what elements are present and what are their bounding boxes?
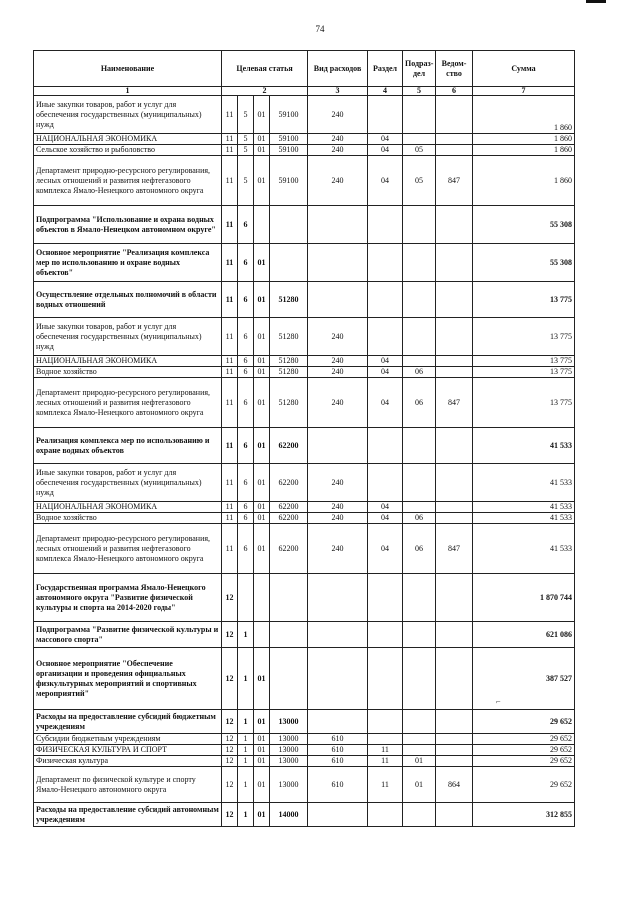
code-direction: 14000 [270,803,308,827]
section [368,574,403,622]
code-program: 11 [222,318,238,356]
subsection: 06 [403,367,436,378]
subsection: 01 [403,756,436,767]
row-name: Субсидии бюджетным учреждениям [34,734,222,745]
subsection [403,96,436,134]
section: 04 [368,502,403,513]
subsection [403,574,436,622]
budget-table [33,50,575,827]
page-number: 74 [315,24,325,34]
table-row [34,803,575,827]
department-code [436,206,473,244]
amount: 13 775 [473,318,575,356]
amount: 29 652 [473,745,575,756]
row-name: Расходы на предоставление субсидий автономным учреждениям [34,803,222,827]
section [368,648,403,710]
code-subprogram: 1 [238,734,254,745]
table-row [34,356,575,367]
table-body [34,96,575,827]
row-name: Водное хозяйство [34,367,222,378]
header-amount: Сумма [473,51,575,87]
code-subprogram: 6 [238,513,254,524]
table-row [34,745,575,756]
code-direction: 62200 [270,428,308,464]
subsection [403,428,436,464]
expense-type [308,803,368,827]
row-name: НАЦИОНАЛЬНАЯ ЭКОНОМИКА [34,356,222,367]
row-name: Подпрограмма "Развитие физической культуры и массового спорта" [34,622,222,648]
department-code: 847 [436,156,473,206]
amount: 1 860 [473,156,575,206]
table-row [34,622,575,648]
column-index: 5 [403,87,436,96]
code-direction [270,574,308,622]
code-program: 11 [222,145,238,156]
code-subprogram: 6 [238,367,254,378]
header-target-article: Целевая статья [222,51,308,87]
code-program: 11 [222,356,238,367]
code-subprogram: 1 [238,745,254,756]
expense-type [308,428,368,464]
code-activity: 01 [254,378,270,428]
department-code [436,96,473,134]
code-activity: 01 [254,156,270,206]
row-name: ФИЗИЧЕСКАЯ КУЛЬТУРА И СПОРТ [34,745,222,756]
code-direction [270,648,308,710]
row-name: Физическая культура [34,756,222,767]
expense-type: 610 [308,734,368,745]
expense-type [308,206,368,244]
section [368,206,403,244]
code-direction: 59100 [270,134,308,145]
code-program: 12 [222,767,238,803]
expense-type: 240 [308,524,368,574]
amount: 13 775 [473,367,575,378]
subsection [403,206,436,244]
amount: 621 086 [473,622,575,648]
row-name: Основное мероприятие "Обеспечение организации и проведения официальных физкультурных мероприятий и спортивных мероприятий" [34,648,222,710]
section: 04 [368,513,403,524]
code-program: 12 [222,648,238,710]
department-code [436,356,473,367]
department-code [436,428,473,464]
column-index: 1 [34,87,222,96]
row-name: Государственная программа Ямало-Ненецкого автономного округа "Развитие физической культуры и спорта на 2014-2020 годы" [34,574,222,622]
amount: 13 775 [473,378,575,428]
code-activity [254,574,270,622]
row-name: Основное мероприятие "Реализация комплекса мер по использованию и охране водных объектов" [34,244,222,282]
code-activity: 01 [254,745,270,756]
code-activity: 01 [254,734,270,745]
section: 04 [368,367,403,378]
code-program: 11 [222,96,238,134]
code-activity: 01 [254,803,270,827]
expense-type: 240 [308,367,368,378]
department-code [436,464,473,502]
code-program: 12 [222,574,238,622]
code-subprogram: 5 [238,156,254,206]
department-code [436,574,473,622]
subsection [403,745,436,756]
row-name: Иные закупки товаров, работ и услуг для обеспечения государственных (муниципальных) нужд [34,96,222,134]
section: 04 [368,524,403,574]
code-subprogram: 1 [238,710,254,734]
code-program: 11 [222,134,238,145]
code-subprogram: 6 [238,502,254,513]
code-direction: 59100 [270,156,308,206]
department-code: 847 [436,378,473,428]
subsection [403,710,436,734]
row-name: Подпрограмма "Использование и охрана водных объектов в Ямало-Ненецком автономном округе" [34,206,222,244]
subsection: 06 [403,524,436,574]
expense-type [308,282,368,318]
row-name: НАЦИОНАЛЬНАЯ ЭКОНОМИКА [34,134,222,145]
amount: 41 533 [473,502,575,513]
code-program: 12 [222,745,238,756]
expense-type [308,622,368,648]
header-subsection: Подраз-дел [403,51,436,87]
code-subprogram: 6 [238,244,254,282]
department-code [436,244,473,282]
header-section: Раздел [368,51,403,87]
subsection [403,734,436,745]
code-activity: 01 [254,282,270,318]
header-department: Ведом-ство [436,51,473,87]
department-code [436,648,473,710]
subsection: 06 [403,513,436,524]
department-code [436,745,473,756]
expense-type [308,574,368,622]
subsection [403,318,436,356]
code-program: 11 [222,513,238,524]
expense-type: 240 [308,156,368,206]
expense-type: 240 [308,356,368,367]
section: 04 [368,378,403,428]
stray-mark: ⌐ [496,697,501,706]
subsection [403,464,436,502]
code-subprogram: 6 [238,378,254,428]
expense-type: 240 [308,318,368,356]
code-direction: 13000 [270,767,308,803]
row-name: НАЦИОНАЛЬНАЯ ЭКОНОМИКА [34,502,222,513]
code-program: 11 [222,244,238,282]
code-subprogram: 6 [238,464,254,502]
code-activity: 01 [254,464,270,502]
subsection: 06 [403,378,436,428]
code-direction: 59100 [270,96,308,134]
expense-type: 240 [308,378,368,428]
expense-type: 240 [308,96,368,134]
expense-type: 240 [308,464,368,502]
table-row [34,96,575,134]
code-program: 12 [222,803,238,827]
department-code [436,622,473,648]
table-row [34,502,575,513]
subsection: 05 [403,145,436,156]
code-subprogram: 6 [238,282,254,318]
top-edge-mark [586,0,606,3]
column-index: 3 [308,87,368,96]
row-name: Департамент природно-ресурсного регулирования, лесных отношений и развития нефтегазового комплекса Ямало-Ненецкого автономного округа [34,156,222,206]
amount: 41 533 [473,524,575,574]
code-subprogram: 5 [238,96,254,134]
table-row [34,428,575,464]
code-program: 11 [222,282,238,318]
code-activity: 01 [254,96,270,134]
department-code [436,803,473,827]
subsection [403,803,436,827]
code-activity: 01 [254,367,270,378]
row-name: Расходы на предоставление субсидий бюджетным учреждениям [34,710,222,734]
code-subprogram: 1 [238,648,254,710]
code-subprogram [238,574,254,622]
amount: 41 533 [473,513,575,524]
section [368,282,403,318]
code-subprogram: 1 [238,803,254,827]
code-program: 11 [222,156,238,206]
code-program: 11 [222,428,238,464]
code-direction: 51280 [270,282,308,318]
code-subprogram: 6 [238,206,254,244]
code-direction [270,206,308,244]
code-direction: 13000 [270,734,308,745]
table-row [34,244,575,282]
code-activity: 01 [254,356,270,367]
row-name: Осуществление отдельных полномочий в области водных отношений [34,282,222,318]
table-row [34,524,575,574]
expense-type [308,244,368,282]
department-code [436,318,473,356]
section [368,96,403,134]
amount: 41 533 [473,428,575,464]
table-row [34,648,575,710]
code-activity: 01 [254,145,270,156]
expense-type [308,648,368,710]
amount: 29 652 [473,710,575,734]
code-program: 11 [222,502,238,513]
code-activity: 01 [254,648,270,710]
code-activity: 01 [254,513,270,524]
expense-type: 240 [308,145,368,156]
code-program: 11 [222,367,238,378]
code-program: 11 [222,464,238,502]
table-row [34,282,575,318]
subsection [403,282,436,318]
row-name: Иные закупки товаров, работ и услуг для обеспечения государственных (муниципальных) нужд [34,318,222,356]
row-name: Департамент природно-ресурсного регулирования, лесных отношений и развития нефтегазового комплекса Ямало-Ненецкого автономного округа [34,378,222,428]
expense-type [308,710,368,734]
table-row [34,464,575,502]
department-code [436,513,473,524]
table-row [34,756,575,767]
code-direction: 51280 [270,318,308,356]
department-code [436,367,473,378]
section: 11 [368,767,403,803]
row-name: Водное хозяйство [34,513,222,524]
subsection: 05 [403,156,436,206]
section [368,734,403,745]
amount: 1 860 [473,134,575,145]
code-subprogram: 1 [238,767,254,803]
section: 11 [368,756,403,767]
code-subprogram: 1 [238,756,254,767]
code-subprogram: 6 [238,318,254,356]
code-subprogram: 1 [238,622,254,648]
subsection [403,134,436,145]
department-code [436,502,473,513]
code-activity: 01 [254,318,270,356]
section [368,318,403,356]
code-activity: 01 [254,524,270,574]
code-program: 11 [222,378,238,428]
column-index: 4 [368,87,403,96]
section [368,622,403,648]
table-row [34,378,575,428]
table-row [34,767,575,803]
table-row [34,367,575,378]
amount: 29 652 [473,767,575,803]
code-direction: 51280 [270,367,308,378]
amount: 387 527 [473,648,575,710]
expense-type: 610 [308,767,368,803]
amount: 29 652 [473,756,575,767]
section: 04 [368,145,403,156]
code-direction: 51280 [270,378,308,428]
code-activity: 01 [254,502,270,513]
table-row [34,156,575,206]
row-name: Департамент по физической культуре и спорту Ямало-Ненецкого автономного округа [34,767,222,803]
subsection [403,622,436,648]
section [368,464,403,502]
subsection [403,244,436,282]
code-program: 12 [222,734,238,745]
row-name: Иные закупки товаров, работ и услуг для обеспечения государственных (муниципальных) нужд [34,464,222,502]
header-expense-type: Вид расходов [308,51,368,87]
table-row [34,710,575,734]
subsection [403,502,436,513]
department-code: 864 [436,767,473,803]
code-direction: 51280 [270,356,308,367]
code-direction: 13000 [270,756,308,767]
code-activity [254,206,270,244]
expense-type: 240 [308,513,368,524]
expense-type: 240 [308,502,368,513]
table-row [34,145,575,156]
amount: 1 860 [473,145,575,156]
code-activity: 01 [254,710,270,734]
row-name: Департамент природно-ресурсного регулирования, лесных отношений и развития нефтегазового комплекса Ямало-Ненецкого автономного округа [34,524,222,574]
code-direction: 59100 [270,145,308,156]
code-program: 12 [222,622,238,648]
section: 04 [368,156,403,206]
expense-type: 610 [308,756,368,767]
subsection [403,648,436,710]
code-direction: 13000 [270,710,308,734]
amount: 55 308 [473,206,575,244]
section [368,710,403,734]
code-direction: 62200 [270,464,308,502]
department-code: 847 [436,524,473,574]
code-activity: 01 [254,244,270,282]
table-row [34,206,575,244]
department-code [436,756,473,767]
code-activity: 01 [254,756,270,767]
code-activity [254,622,270,648]
department-code [436,710,473,734]
column-index: 2 [222,87,308,96]
table-row [34,574,575,622]
department-code [436,134,473,145]
section: 11 [368,745,403,756]
amount: 55 308 [473,244,575,282]
row-name: Сельское хозяйство и рыболовство [34,145,222,156]
code-program: 11 [222,206,238,244]
amount: 41 533 [473,464,575,502]
section: 04 [368,356,403,367]
code-subprogram: 6 [238,356,254,367]
section [368,244,403,282]
header-name: Наименование [34,51,222,87]
amount: 13 775 [473,356,575,367]
amount: 1 860 [473,96,575,134]
section [368,803,403,827]
code-direction: 62200 [270,524,308,574]
code-subprogram: 5 [238,134,254,145]
section [368,428,403,464]
amount: 1 870 744 [473,574,575,622]
code-direction: 62200 [270,513,308,524]
code-direction: 62200 [270,502,308,513]
section: 04 [368,134,403,145]
expense-type: 240 [308,134,368,145]
code-activity: 01 [254,134,270,145]
amount: 13 775 [473,282,575,318]
department-code [436,734,473,745]
column-index: 7 [473,87,575,96]
row-name: Реализация комплекса мер по использованию и охране водных объектов [34,428,222,464]
amount: 29 652 [473,734,575,745]
code-program: 12 [222,756,238,767]
code-activity: 01 [254,428,270,464]
table-row [34,513,575,524]
code-direction [270,244,308,282]
code-subprogram: 5 [238,145,254,156]
code-activity: 01 [254,767,270,803]
code-subprogram: 6 [238,524,254,574]
column-index-row [34,87,575,96]
department-code [436,282,473,318]
code-program: 11 [222,524,238,574]
header-row [34,51,575,87]
table-row [34,318,575,356]
table-row [34,134,575,145]
subsection [403,356,436,367]
code-direction [270,622,308,648]
code-direction: 13000 [270,745,308,756]
subsection: 01 [403,767,436,803]
code-program: 12 [222,710,238,734]
table-row [34,734,575,745]
amount: 312 855 [473,803,575,827]
column-index: 6 [436,87,473,96]
expense-type: 610 [308,745,368,756]
code-subprogram: 6 [238,428,254,464]
department-code [436,145,473,156]
